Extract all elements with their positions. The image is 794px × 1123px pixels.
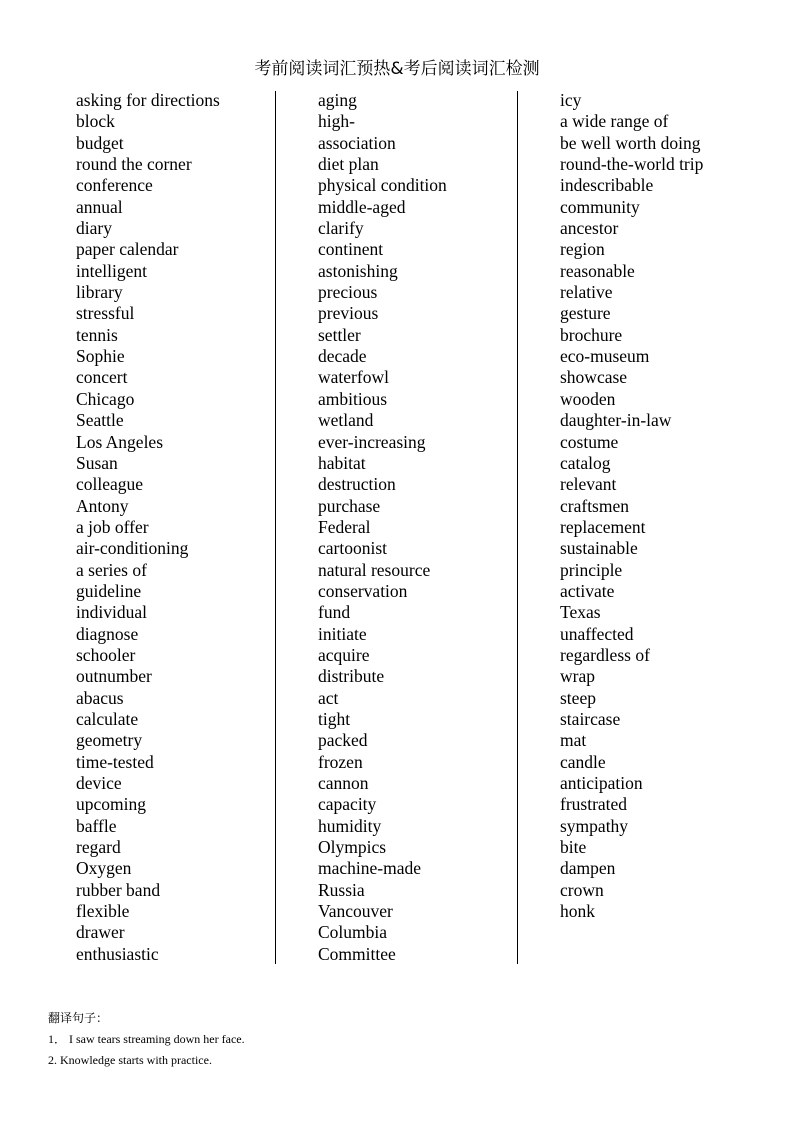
vocab-word: time-tested (76, 751, 154, 772)
vocab-word: device (76, 773, 122, 793)
vocab-word: mat (560, 730, 587, 751)
vocab-word: steep (560, 687, 596, 708)
vocab-word: drawer (76, 922, 125, 943)
vocab-word: flexible (76, 901, 130, 922)
vocab-word: dampen (560, 858, 616, 879)
vocab-word: capacity (318, 794, 377, 815)
translation-heading: 翻译句子： (48, 1011, 109, 1025)
vocab-word: asking for directions (76, 90, 220, 110)
translation-section (48, 1008, 245, 1071)
vocab-word: aging (318, 90, 357, 110)
vocab-word: icy (560, 90, 582, 110)
vocab-word: a series of (76, 559, 147, 580)
page-title: 考前阅读词汇预热&考后阅读词汇检测 (254, 59, 540, 79)
vocab-word: Texas (560, 602, 601, 623)
vocab-word: gesture (560, 303, 611, 324)
vocab-word: conservation (318, 580, 408, 601)
vocab-word: frustrated (560, 794, 628, 815)
vocab-word: Russia (318, 879, 365, 900)
vocab-word: continent (318, 239, 384, 260)
vocab-word: distribute (318, 666, 385, 687)
vocab-word: brochure (560, 324, 623, 345)
vocab-word: Antony (76, 495, 129, 516)
vocab-word: individual (76, 602, 147, 623)
vocab-word: rubber band (76, 879, 161, 900)
vocab-word: Sophie (76, 346, 125, 367)
word-column-2 (318, 90, 548, 965)
vocab-word: astonishing (318, 260, 398, 281)
vocab-word: eco-museum (560, 346, 650, 367)
vocab-word: air-conditioning (76, 538, 189, 559)
vocab-word: natural resource (318, 559, 431, 580)
vocab-word: sympathy (560, 815, 629, 836)
vocab-word: crown (560, 879, 604, 900)
vocab-word: library (76, 282, 123, 303)
vocab-word: tight (318, 708, 351, 729)
vocab-word: enthusiastic (76, 943, 159, 964)
vocab-word: cartoonist (318, 538, 388, 559)
vocab-word: middle-aged (318, 196, 406, 217)
vocab-word: Susan (76, 452, 118, 473)
vocab-word: initiate (318, 623, 367, 644)
translation-sentence-1: 1． I saw tears streaming down her face. (48, 1032, 245, 1046)
vocab-word: costume (560, 431, 619, 452)
vocab-word: habitat (318, 452, 366, 473)
vocab-word: humidity (318, 815, 382, 836)
vocab-word: principle (560, 559, 623, 580)
vocab-word: purchase (318, 495, 381, 516)
vocab-word: abacus (76, 687, 124, 708)
vocab-word: machine-made (318, 858, 422, 879)
word-column-1 (76, 90, 306, 965)
vocab-word: block (76, 111, 115, 132)
vocab-word: candle (560, 751, 606, 772)
translation-sentence-2: 2. Knowledge starts with practice. (48, 1053, 212, 1067)
vocab-word: precious (318, 282, 378, 303)
vocab-word: wetland (318, 410, 374, 431)
vocab-word: destruction (318, 474, 396, 495)
vocab-word: sustainable (560, 538, 638, 559)
vocab-word: daughter-in-law (560, 410, 672, 431)
vocab-word: previous (318, 303, 379, 324)
vocab-word: Columbia (318, 922, 388, 943)
vocab-word: association (318, 132, 396, 153)
vocab-word: honk (560, 901, 595, 922)
vocab-word: replacement (560, 516, 646, 537)
vocab-word: settler (318, 324, 361, 345)
vocab-word: calculate (76, 708, 139, 729)
vocab-word: outnumber (76, 666, 152, 687)
vocab-word: clarify (318, 218, 364, 239)
vocab-word: fund (318, 602, 351, 623)
vocab-word: unaffected (560, 623, 634, 644)
vocab-word: Chicago (76, 388, 135, 409)
vocab-word: paper calendar (76, 239, 179, 260)
vocab-word: Vancouver (318, 901, 393, 922)
vocab-word: intelligent (76, 260, 147, 281)
vocab-word: diary (76, 218, 112, 239)
vocab-word: diagnose (76, 623, 139, 644)
vocab-word: budget (76, 132, 124, 153)
vocab-word: craftsmen (560, 495, 629, 516)
vocab-word: decade (318, 346, 367, 367)
vocab-word: geometry (76, 730, 143, 751)
vocab-word: relevant (560, 474, 617, 495)
vocab-word: regardless of (560, 644, 650, 665)
vocab-word: staircase (560, 708, 621, 729)
vocab-word: Oxygen (76, 858, 132, 879)
vocab-word: packed (318, 730, 368, 751)
vocab-word: anticipation (560, 773, 643, 793)
vocab-word: upcoming (76, 794, 146, 815)
vocab-word: frozen (318, 751, 363, 772)
vocab-word: be well worth doing (560, 132, 701, 153)
vocab-word: cannon (318, 773, 369, 793)
vocab-word: stressful (76, 303, 135, 324)
vocab-word: ever-increasing (318, 431, 426, 452)
vocab-word: physical condition (318, 175, 447, 196)
vocab-word: tennis (76, 324, 118, 345)
vocab-word: round-the-world trip (560, 154, 704, 175)
vocab-word: ambitious (318, 388, 388, 409)
vocab-word: activate (560, 580, 615, 601)
vocab-word: high- (318, 111, 355, 132)
vocab-word: conference (76, 175, 153, 196)
vocab-word: showcase (560, 367, 628, 388)
vocab-word: Olympics (318, 837, 387, 858)
vocab-word: reasonable (560, 260, 635, 281)
vocab-word: region (560, 239, 605, 260)
vocab-word: baffle (76, 815, 117, 836)
vocab-word: a job offer (76, 516, 149, 537)
vocab-word: acquire (318, 644, 370, 665)
vocab-word: catalog (560, 452, 611, 473)
vocab-word: Federal (318, 516, 371, 537)
word-column-3 (560, 90, 760, 922)
vocab-word: round the corner (76, 154, 192, 175)
vocab-word: indescribable (560, 175, 654, 196)
vocab-word: diet plan (318, 154, 379, 175)
vocab-word: wooden (560, 388, 616, 409)
vocab-word: schooler (76, 644, 136, 665)
vocab-word: Los Angeles (76, 431, 164, 452)
vocab-word: concert (76, 367, 128, 388)
vocab-word: annual (76, 196, 123, 217)
vocab-word: regard (76, 837, 121, 858)
vocab-word: Committee (318, 943, 396, 964)
vocab-word: colleague (76, 474, 144, 495)
vocab-word: wrap (560, 666, 595, 687)
vocab-word: community (560, 196, 640, 217)
vocab-word: waterfowl (318, 367, 389, 388)
vocab-word: a wide range of (560, 111, 669, 132)
vocab-word: ancestor (560, 218, 619, 239)
vocab-word: bite (560, 837, 587, 858)
vocab-word: relative (560, 282, 613, 303)
vocab-word: Seattle (76, 410, 124, 431)
vocab-word: guideline (76, 580, 142, 601)
vocab-word: act (318, 687, 339, 708)
